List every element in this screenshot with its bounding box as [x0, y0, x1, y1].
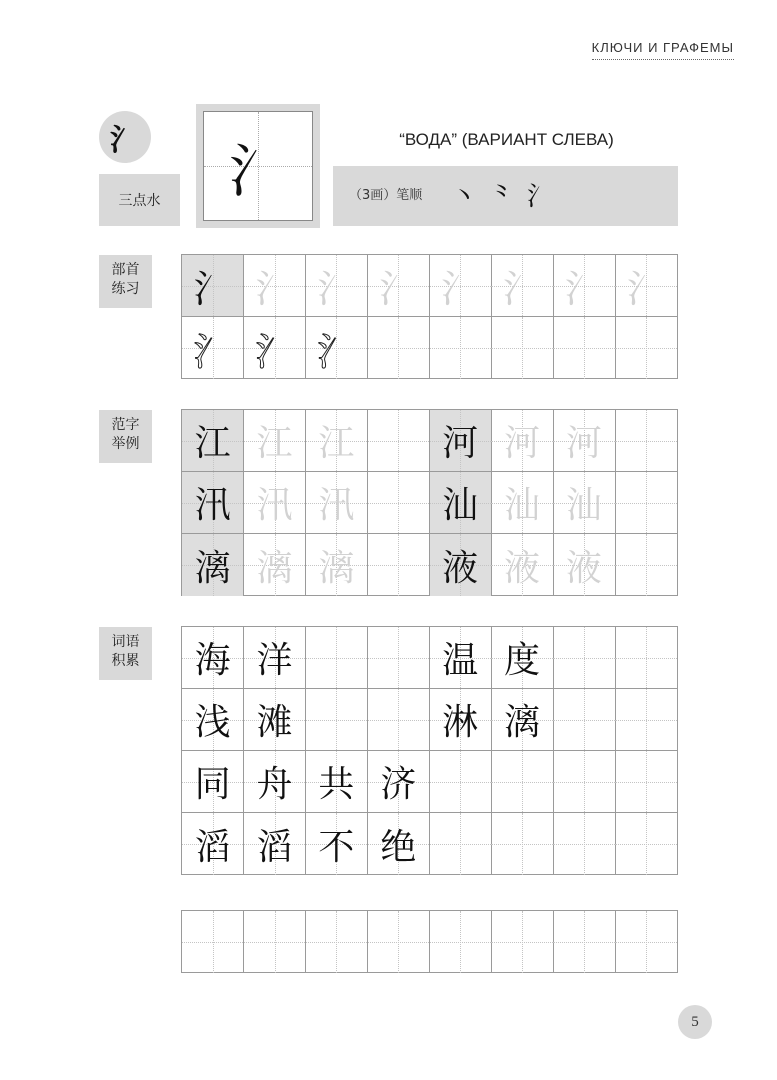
grid-cell: [553, 751, 615, 813]
grid-cell: [430, 410, 492, 472]
grid-cell: [368, 689, 430, 751]
radical-name: 三点水: [118, 193, 161, 209]
grid-character: 江: [318, 423, 355, 464]
grid-character: 氵: [564, 267, 603, 311]
grid-character: [430, 317, 491, 379]
grid-character: 漓: [318, 547, 355, 589]
grid-character: 氵: [317, 329, 356, 374]
grid-cell: [368, 627, 430, 689]
grid-cell: [306, 911, 368, 973]
grid-character: 氵: [255, 329, 294, 374]
grid-character: 汕: [565, 485, 602, 526]
grid-cell: [430, 911, 492, 973]
grid-character: 液: [504, 547, 541, 589]
grid-character: [306, 627, 367, 688]
grid-cell: [368, 255, 430, 317]
grid-cell: [368, 911, 430, 973]
stroke-order-box: [333, 166, 678, 226]
grid-character: [368, 689, 429, 750]
grid-cell: [615, 627, 677, 689]
grid-character: 漓: [256, 547, 293, 589]
grid-cell: [553, 534, 615, 596]
grid-character: [491, 813, 552, 875]
grid-character: [368, 534, 429, 596]
grid-cell: [306, 534, 368, 596]
grid-cell: [182, 317, 244, 379]
grid-character: 氵: [193, 267, 232, 311]
grid-character: [615, 317, 677, 379]
grid-cell: [306, 255, 368, 317]
words-grid: [181, 626, 678, 875]
grid-character: [553, 627, 614, 688]
grid-cell: [553, 255, 615, 317]
grid-character: [553, 689, 614, 750]
grid-cell: [244, 911, 306, 973]
grid-cell: [491, 813, 553, 875]
grid-character: [491, 317, 552, 379]
grid-cell: [306, 317, 368, 379]
grid-character: 汛: [256, 485, 293, 526]
stroke-step-2: ⺀: [489, 182, 516, 212]
grid-character: 滔: [256, 826, 293, 868]
grid-character: 河: [442, 423, 479, 464]
grid-character: 漓: [504, 702, 541, 743]
examples-grid: [181, 409, 678, 596]
section-label-words: 词语 积累: [99, 627, 152, 680]
grid-cell: [244, 627, 306, 689]
grid-character: [368, 472, 429, 533]
grid-character: 温: [442, 640, 479, 681]
grid-cell: [244, 751, 306, 813]
grid-cell: [615, 255, 677, 317]
grid-character: 汕: [442, 485, 479, 526]
grid-character: 江: [256, 423, 293, 464]
grid-character: 济: [380, 764, 417, 805]
grid-cell: [430, 472, 492, 534]
grid-cell: [615, 534, 677, 596]
grid-cell: [430, 534, 492, 596]
grid-character: [615, 472, 677, 533]
grid-character: 度: [504, 640, 541, 681]
grid-character: [306, 689, 367, 750]
grid-character: 氵: [627, 267, 666, 311]
section-label-practice: 部首 练习: [99, 255, 152, 308]
grid-character: 滔: [194, 826, 231, 868]
grid-cell: [306, 627, 368, 689]
grid-cell: [244, 813, 306, 875]
grid-character: 氵: [379, 267, 418, 311]
grid-character: 漓: [194, 547, 231, 589]
grid-cell: [368, 317, 430, 379]
grid-cell: [182, 689, 244, 751]
grid-character: 不: [318, 826, 355, 868]
grid-cell: [244, 317, 306, 379]
grid-cell: [244, 689, 306, 751]
grid-cell: [491, 317, 553, 379]
grid-character: [430, 751, 491, 812]
grid-character: 江: [194, 423, 231, 464]
grid-cell: [306, 689, 368, 751]
grid-character: [553, 813, 614, 875]
grid-character: 绝: [380, 826, 417, 868]
stroke-step-3: 氵: [527, 182, 554, 212]
grid-character: 汛: [194, 485, 231, 526]
grid-cell: [368, 813, 430, 875]
grid-character: 舟: [256, 764, 293, 805]
grid-cell: [244, 534, 306, 596]
grid-cell: [244, 410, 306, 472]
running-header: КЛЮЧИ И ГРАФЕМЫ: [592, 40, 734, 60]
grid-cell: [553, 472, 615, 534]
grid-cell: [491, 751, 553, 813]
grid-character: 海: [194, 640, 231, 681]
grid-character: 同: [194, 764, 231, 805]
radical-glyph: 氵: [110, 123, 140, 158]
grid-cell: [430, 255, 492, 317]
grid-cell: [306, 813, 368, 875]
grid-cell: [306, 472, 368, 534]
grid-cell: [615, 317, 677, 379]
grid-character: 氵: [317, 267, 356, 311]
grid-character: 汕: [504, 485, 541, 526]
grid-cell: [553, 689, 615, 751]
grid-character: 液: [565, 547, 602, 589]
grid-cell: [491, 627, 553, 689]
grid-cell: [615, 813, 677, 875]
radical-name-box: [99, 174, 180, 226]
grid-character: 淋: [442, 702, 479, 743]
grid-cell: [306, 410, 368, 472]
grid-cell: [553, 410, 615, 472]
grid-character: [553, 317, 614, 379]
grid-character: [615, 627, 677, 688]
grid-cell: [430, 813, 492, 875]
grid-character: 液: [442, 547, 479, 589]
grid-cell: [553, 911, 615, 973]
stroke-order-label: （3画）笔顺: [349, 188, 423, 203]
grid-cell: [615, 472, 677, 534]
grid-cell: [182, 472, 244, 534]
radical-meaning-title: “ВОДА” (ВАРИАНТ СЛЕВА): [399, 130, 614, 149]
grid-cell: [553, 627, 615, 689]
grid-character: 汛: [318, 485, 355, 526]
grid-character: [491, 751, 552, 812]
page-number: 5: [678, 1005, 712, 1039]
grid-cell: [182, 813, 244, 875]
grid-character: [553, 751, 614, 812]
grid-cell: [182, 627, 244, 689]
grid-cell: [368, 751, 430, 813]
grid-character: [615, 534, 677, 596]
grid-cell: [491, 472, 553, 534]
grid-cell: [491, 534, 553, 596]
grid-cell: [615, 751, 677, 813]
grid-cell: [306, 751, 368, 813]
stroke-step-1: 丶: [451, 182, 478, 212]
grid-character: [615, 751, 677, 812]
grid-cell: [615, 911, 677, 973]
grid-cell: [491, 689, 553, 751]
grid-character: 河: [565, 423, 602, 464]
grid-character: 浅: [194, 702, 231, 743]
grid-cell: [182, 534, 244, 596]
grid-character: [368, 410, 429, 471]
radical-badge: [99, 111, 151, 163]
grid-cell: [553, 317, 615, 379]
grid-cell: [430, 627, 492, 689]
model-character: 氵: [228, 137, 287, 205]
grid-character: [615, 689, 677, 750]
grid-cell: [182, 751, 244, 813]
grid-cell: [368, 534, 430, 596]
grid-cell: [491, 410, 553, 472]
grid-cell: [368, 410, 430, 472]
grid-cell: [430, 689, 492, 751]
grid-cell: [615, 689, 677, 751]
grid-cell: [182, 911, 244, 973]
grid-character: 河: [504, 423, 541, 464]
grid-character: 共: [318, 764, 355, 805]
grid-character: 氵: [193, 329, 232, 374]
model-character-cell: [203, 111, 313, 221]
grid-cell: [430, 751, 492, 813]
grid-cell: [491, 911, 553, 973]
grid-cell: [244, 472, 306, 534]
grid-character: 氵: [255, 267, 294, 311]
grid-cell: [615, 410, 677, 472]
grid-cell: [182, 410, 244, 472]
grid-cell: [553, 813, 615, 875]
grid-character: 洋: [256, 640, 293, 681]
grid-cell: [368, 472, 430, 534]
grid-cell: [491, 255, 553, 317]
grid-character: 氵: [503, 267, 542, 311]
grid-character: [615, 813, 677, 875]
grid-cell: [430, 317, 492, 379]
grid-character: [430, 813, 491, 875]
blank-practice-grid: [181, 910, 678, 973]
grid-character: [615, 410, 677, 471]
grid-cell: [244, 255, 306, 317]
section-label-examples: 范字 举例: [99, 410, 152, 463]
grid-cell: [182, 255, 244, 317]
grid-character: 氵: [441, 267, 480, 311]
grid-character: [368, 627, 429, 688]
grid-character: [368, 317, 429, 379]
practice-grid: [181, 254, 678, 379]
grid-character: 滩: [256, 702, 293, 743]
